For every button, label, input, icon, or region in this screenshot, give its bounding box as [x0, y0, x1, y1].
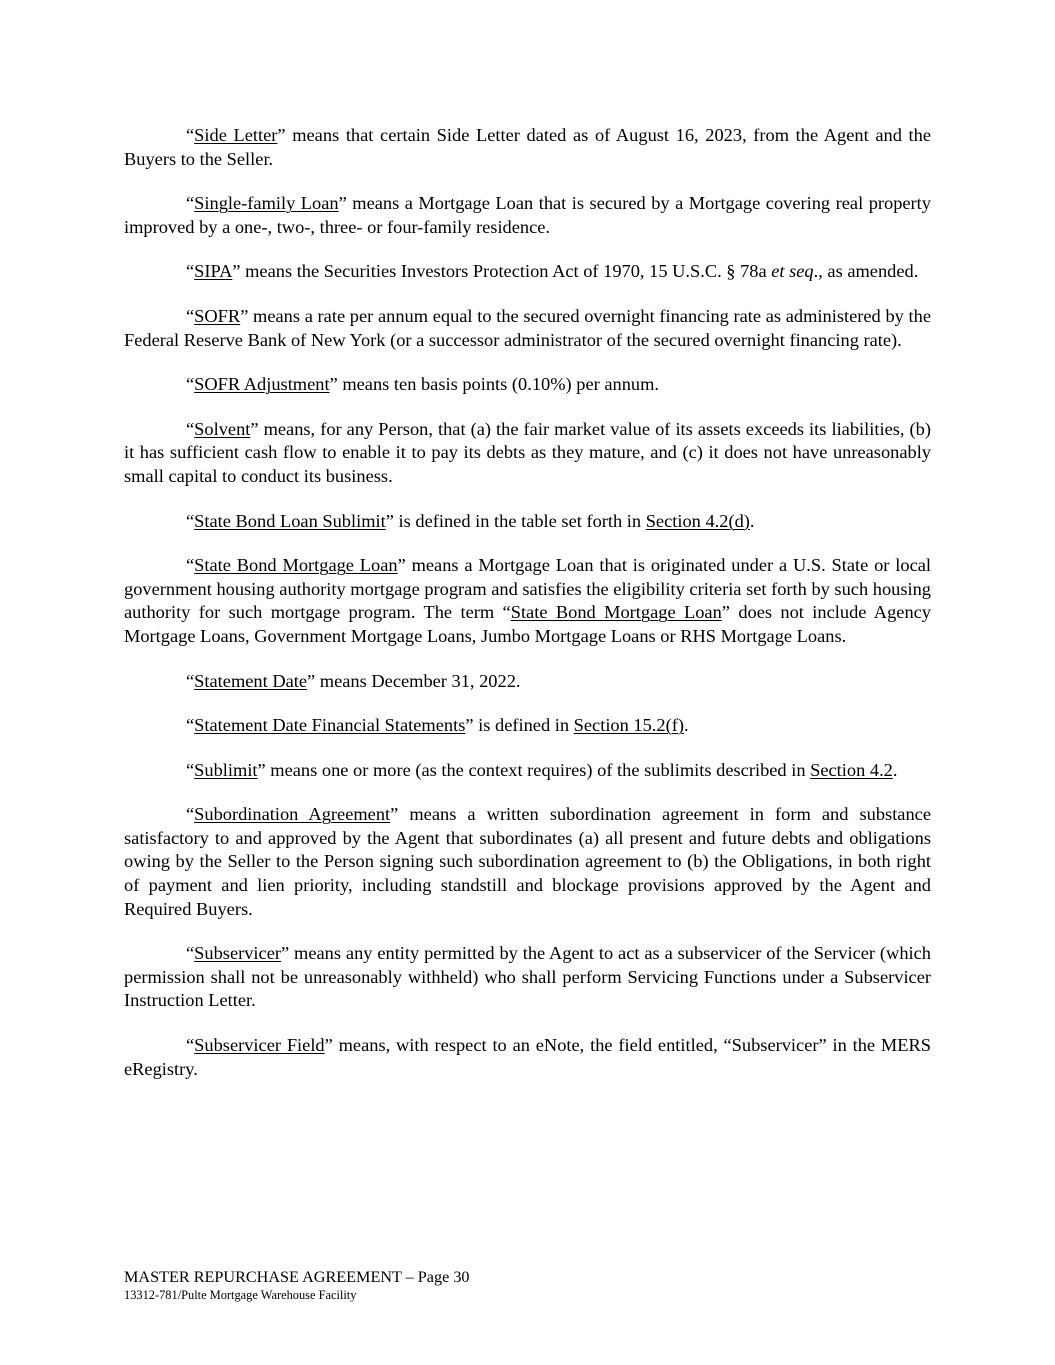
definition-text: ” means a rate per annum equal to the secured overnight financing rate as administered by the Federal Reserve Bank of New York (or a successor administrator of the secured overnight financing rate). [124, 305, 931, 350]
footer-title: MASTER REPURCHASE AGREEMENT – Page 30 [124, 1268, 470, 1286]
definition-text: “ [186, 418, 195, 439]
definition-text: ” is defined in [465, 715, 574, 736]
defined-term: Subservicer [194, 943, 281, 964]
definition-text: “ [186, 804, 195, 825]
definition-text: ” means the Securities Investors Protection Act of 1970, 15 U.S.C. § 78a [232, 261, 772, 282]
italic-text: et seq [771, 261, 814, 282]
definition-text: ” means that certain Side Letter dated as of August 16, 2023, from the Agent and the Buyers to the Seller. [124, 125, 931, 169]
definition-paragraph [124, 942, 931, 1013]
definition-paragraph [124, 418, 931, 489]
definition-text: ” means a Mortgage Loan that is secured by a Mortgage covering real property improved by a one-, two-, three- or four-family residence. [124, 193, 931, 237]
definition-text: ” means one or more (as the context requires) of the sublimits described in [257, 759, 811, 780]
document-body [124, 124, 931, 1102]
definition-text: “ [186, 715, 195, 736]
section-reference: Section 15.2(f) [573, 715, 684, 736]
defined-term: Side Letter [194, 125, 278, 145]
definition-text: ” means December 31, 2022. [307, 670, 521, 691]
definition-text: “ [186, 943, 195, 964]
definition-text: “ [186, 193, 195, 214]
definition-text: ” means a Mortgage Loan that is originated under a U.S. State or local government housing authority mortgage program and satisfies the eligibility criteria set forth by such housing authority for such mortgage program. The term “ [124, 555, 932, 623]
defined-term: State Bond Loan Sublimit [194, 510, 386, 531]
definition-paragraph [124, 714, 931, 738]
definition-paragraph [124, 510, 931, 534]
defined-term: Subservicer Field [194, 1035, 325, 1056]
definition-text: ” is defined in the table set forth in [385, 510, 646, 531]
definition-text: ” means ten basis points (0.10%) per annum. [329, 374, 660, 395]
defined-term: Statement Date Financial Statements [194, 715, 466, 736]
definition-text: . [749, 510, 755, 531]
defined-term: Statement Date [194, 670, 308, 691]
definition-text: “ [186, 670, 195, 691]
defined-term: Single-family Loan [194, 193, 339, 214]
section-reference: Section 4.2 [810, 759, 893, 780]
definition-text: “ [186, 305, 195, 326]
definition-text: “ [186, 555, 195, 576]
defined-term: SIPA [194, 261, 233, 282]
footer-subtitle: 13312-781/Pulte Mortgage Warehouse Facility [124, 1288, 357, 1302]
definition-text: . [892, 759, 898, 780]
page-footer [124, 1268, 470, 1303]
defined-term: State Bond Mortgage Loan [510, 602, 722, 623]
definition-text: “ [186, 125, 195, 145]
section-reference: Section 4.2(d) [645, 510, 750, 531]
definition-paragraph [124, 260, 931, 284]
definition-paragraph [124, 192, 931, 239]
definition-text: ” means any entity permitted by the Agent to act as a subservicer of the Servicer (which permission shall not be unreasonably withheld) who shall perform Servicing Functions under a Subservicer Instruction Letter. [124, 943, 931, 1011]
defined-term: Subordination Agreement [194, 804, 391, 825]
definition-text: “ [186, 510, 195, 531]
definition-text: “ [186, 261, 195, 282]
defined-term: Sublimit [194, 759, 258, 780]
definition-paragraph [124, 305, 931, 352]
definition-paragraph [124, 554, 931, 648]
definition-text: ” means a written subordination agreement in form and substance satisfactory to and approved by the Agent that subordinates (a) all present and future debts and obligations owing by the Seller to the Person signing such subordination agreement to (b) the Obligations, in both right of payment and lien priority, including standstill and blockage provisions approved by the Agent and Required Buyers. [124, 804, 931, 919]
definition-text: “ [186, 374, 195, 395]
definition-text: ” does not include Agency Mortgage Loans, Government Mortgage Loans, Jumbo Mortgage Loans or RHS Mortgage Loans. [124, 602, 931, 646]
definition-paragraph [124, 670, 931, 694]
definition-text: . [683, 715, 689, 736]
definition-text: ., as amended. [813, 261, 919, 282]
definition-text: ” means, with respect to an eNote, the field entitled, “Subservicer” in the MERS eRegistry. [124, 1035, 931, 1079]
defined-term: SOFR Adjustment [194, 374, 330, 395]
definition-paragraph [124, 124, 931, 171]
definition-text: ” means, for any Person, that (a) the fair market value of its assets exceeds its liabilities, (b) it has sufficient cash flow to enable it to pay its debts as they mature, and (c) it does not have unreasonably small capital to conduct its business. [124, 418, 931, 486]
definition-paragraph [124, 1034, 931, 1081]
defined-term: State Bond Mortgage Loan [194, 555, 398, 576]
definition-paragraph [124, 759, 931, 783]
defined-term: Solvent [194, 418, 251, 439]
definition-text: “ [186, 759, 195, 780]
definition-paragraph [124, 803, 931, 921]
definition-paragraph [124, 373, 931, 397]
definition-text: “ [186, 1035, 195, 1056]
defined-term: SOFR [194, 305, 241, 326]
